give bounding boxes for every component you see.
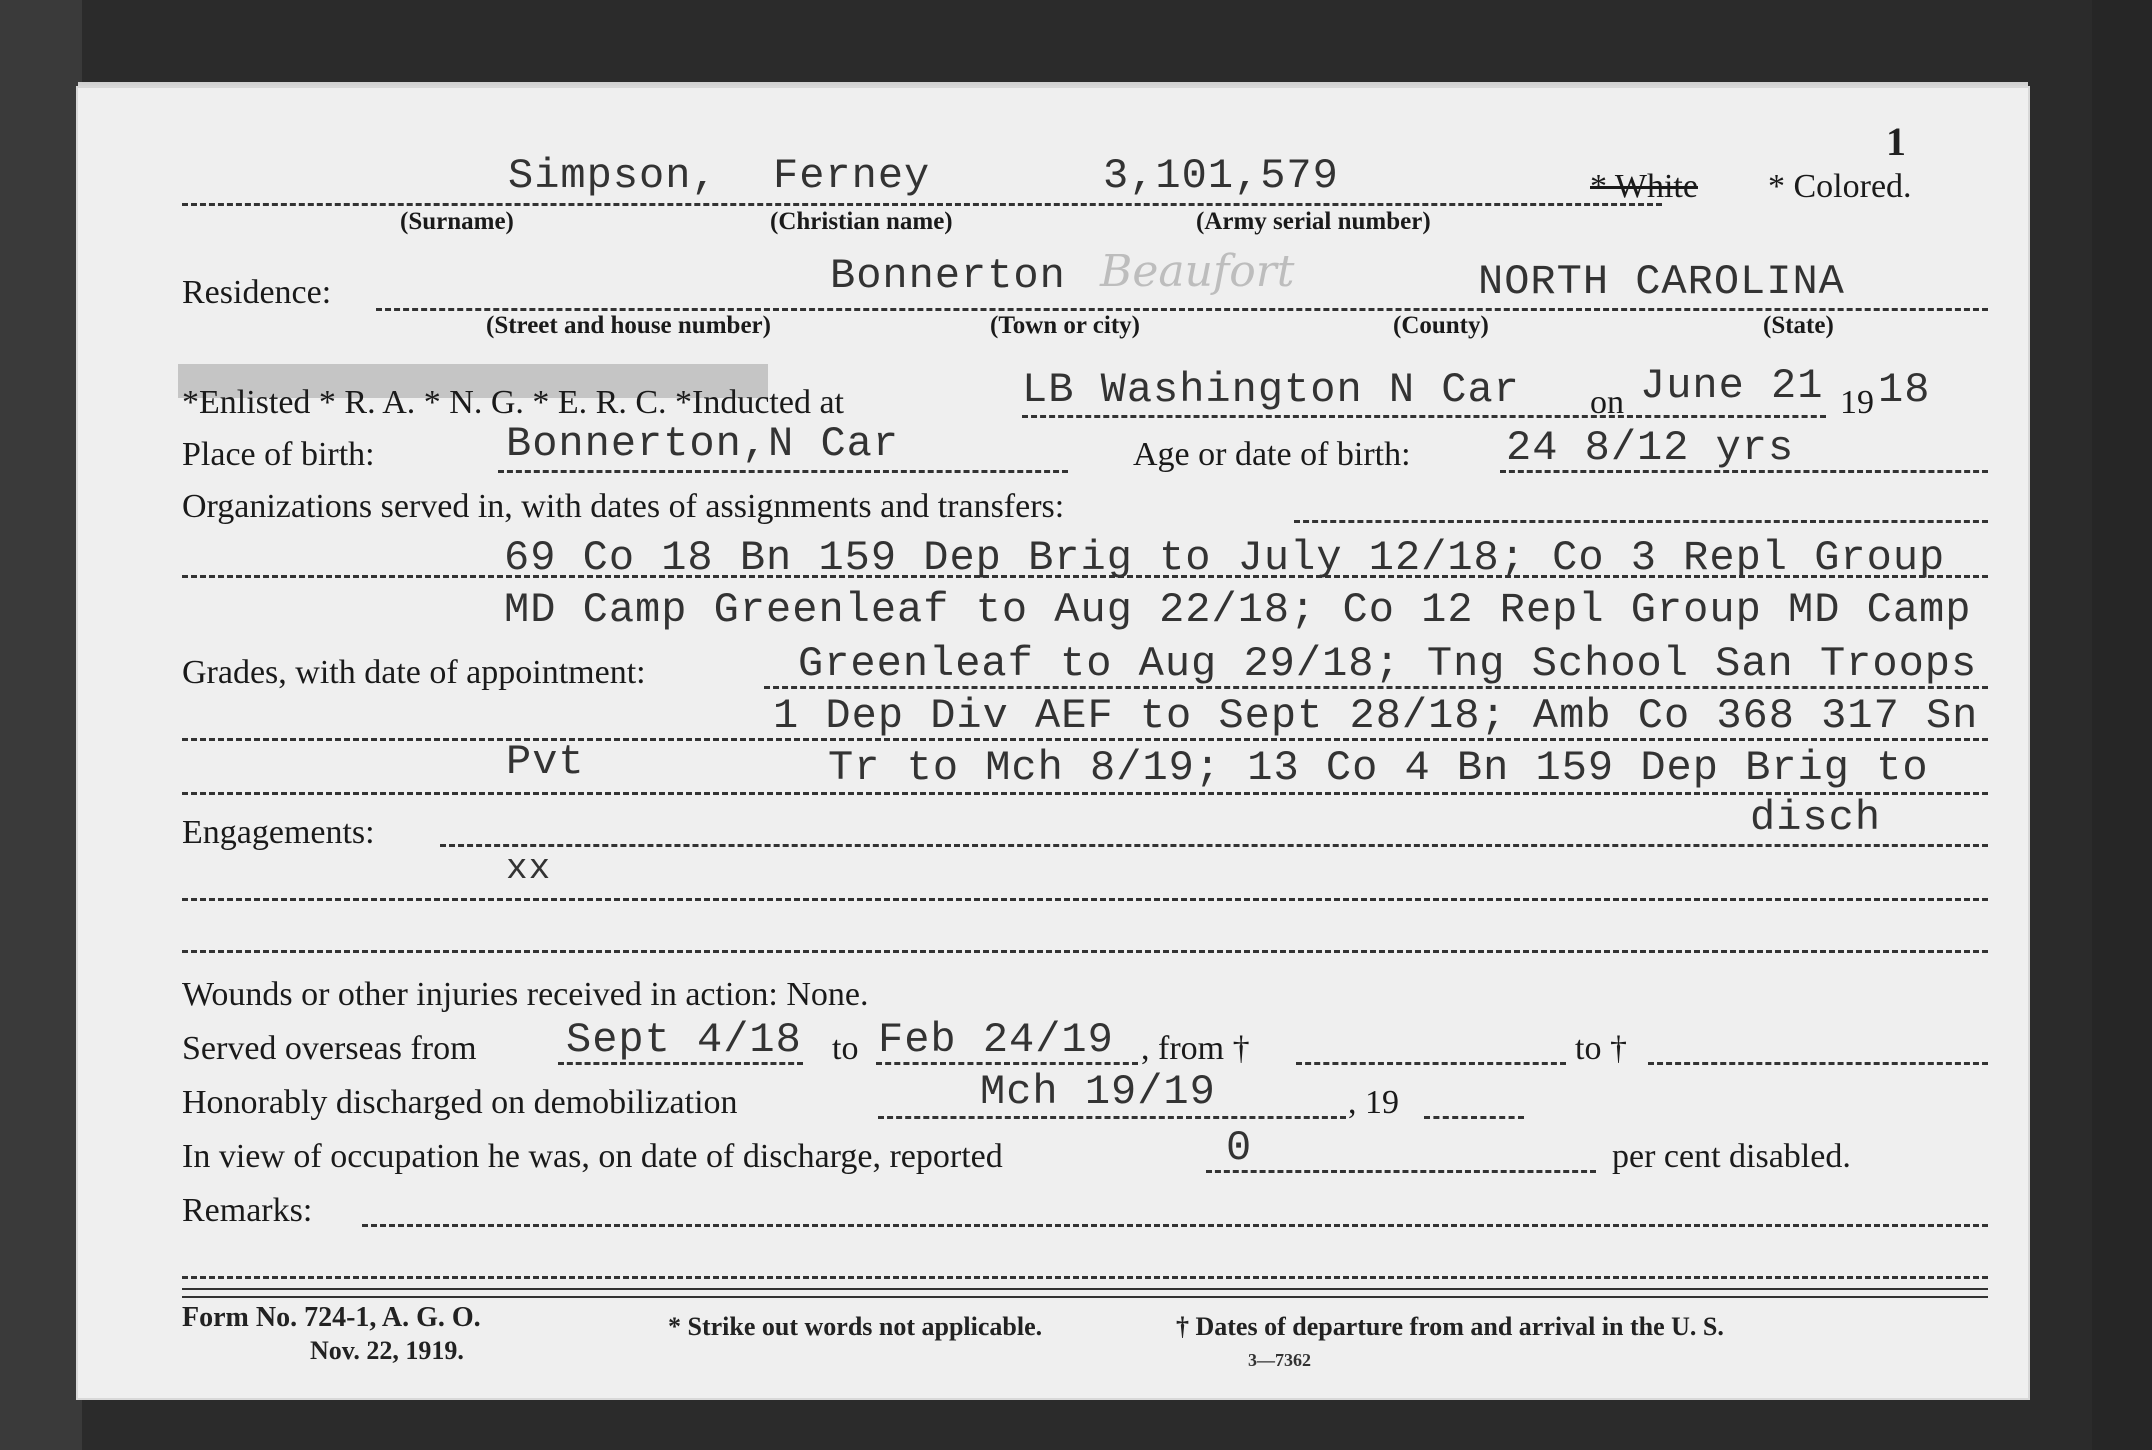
organization-line-6: disch: [1750, 794, 1882, 842]
disability-label: In view of occupation he was, on date of discharge, reported: [182, 1138, 1003, 1175]
discharge-year-rule: [1424, 1116, 1524, 1119]
birth-place-value: Bonnerton,N Car: [506, 420, 900, 468]
induction-date-rule: [1636, 415, 1826, 418]
residence-town: Bonnerton: [830, 252, 1066, 300]
overseas-to-label: to: [832, 1030, 859, 1067]
surname-label: (Surname): [400, 208, 514, 235]
form-number: Form No. 724-1, A. G. O.: [182, 1302, 481, 1333]
organization-line-4: 1 Dep Div AEF to Sept 28/18; Amb Co 368 317 Sn: [773, 692, 1979, 740]
overseas-from-date: Sept 4/18: [566, 1016, 802, 1064]
race-white-struck: * White: [1590, 168, 1698, 205]
remarks-label: Remarks:: [182, 1192, 313, 1229]
overseas-from2-rule: [1296, 1062, 1566, 1065]
scan-border-right: [2092, 0, 2152, 1450]
induction-year-suffix: 18: [1878, 366, 1931, 414]
wounds-line: Wounds or other injuries received in action: None.: [182, 976, 869, 1013]
grade-value: Pvt: [506, 738, 585, 786]
grades-label: Grades, with date of appointment:: [182, 654, 646, 691]
disability-value: 0: [1226, 1124, 1253, 1172]
discharge-rule: [878, 1116, 1346, 1119]
residence-county-handwritten: Beaufort: [1100, 246, 1295, 297]
state-label: (State): [1763, 312, 1834, 339]
induction-place-rule: [1022, 415, 1642, 418]
christian-name-label: (Christian name): [770, 208, 953, 235]
footnote-strike: * Strike out words not applicable.: [668, 1312, 1043, 1341]
serial-number-label: (Army serial number): [1196, 208, 1431, 235]
enlistment-type-label: *Enlisted * R. A. * N. G. * E. R. C. *Inducted at: [182, 384, 845, 421]
residence-state: NORTH CAROLINA: [1478, 258, 1845, 306]
induction-date: June 21: [1640, 362, 1824, 410]
engagements-rule-3: [182, 950, 1988, 953]
overseas-to-date: Feb 24/19: [878, 1016, 1114, 1064]
header-rule: [182, 203, 1662, 206]
christian-name-value: Ferney: [773, 152, 931, 200]
street-label: (Street and house number): [486, 312, 771, 339]
footer-rule-1: [182, 1288, 1988, 1290]
engagements-rule-2: [182, 898, 1988, 901]
induction-on-label: on: [1590, 384, 1624, 421]
age-value: 24 8/12 yrs: [1506, 424, 1795, 472]
engagements-label: Engagements:: [182, 814, 375, 851]
footnote-dates: † Dates of departure from and arrival in the U. S.: [1176, 1312, 1724, 1341]
overseas-to2-label: to †: [1575, 1030, 1627, 1067]
discharge-year-label: , 19: [1348, 1084, 1399, 1121]
birth-place-label: Place of birth:: [182, 436, 375, 473]
organization-line-2: MD Camp Greenleaf to Aug 22/18; Co 12 Repl Group MD Camp: [504, 586, 1972, 634]
residence-label: Residence:: [182, 274, 332, 311]
engagements-rule: [440, 844, 1988, 847]
age-label: Age or date of birth:: [1133, 436, 1411, 473]
remarks-rule: [362, 1224, 1988, 1227]
disability-suffix: per cent disabled.: [1612, 1138, 1851, 1175]
race-colored: * Colored.: [1768, 168, 1912, 205]
organization-line-3: Greenleaf to Aug 29/18; Tng School San Troops: [798, 640, 1978, 688]
engagements-value: xx: [506, 848, 552, 889]
birth-place-rule: [498, 470, 1068, 473]
overseas-to2-rule: [1648, 1062, 1988, 1065]
surname-value: Simpson,: [508, 152, 718, 200]
service-record-card: [78, 88, 2028, 1398]
footer-rule-2: [182, 1296, 1988, 1298]
remarks-rule-2: [182, 1276, 1988, 1279]
grades-rule-3: [182, 792, 1988, 795]
organizations-label: Organizations served in, with dates of assignments and transfers:: [182, 488, 1065, 525]
induction-year-prefix: 19: [1840, 384, 1874, 421]
discharge-label: Honorably discharged on demobilization: [182, 1084, 738, 1121]
form-date: Nov. 22, 1919.: [310, 1336, 464, 1365]
residence-rule: [376, 308, 1988, 311]
discharge-date: Mch 19/19: [980, 1068, 1216, 1116]
disability-rule: [1206, 1170, 1596, 1173]
county-label: (County): [1393, 312, 1489, 339]
town-label: (Town or city): [990, 312, 1140, 339]
org-rule-1: [1294, 520, 1988, 523]
overseas-label: Served overseas from: [182, 1030, 477, 1067]
print-code: 3—7362: [1248, 1350, 1311, 1370]
induction-place: LB Washington N Car: [1022, 366, 1520, 414]
organization-line-1: 69 Co 18 Bn 159 Dep Brig to July 12/18; Co 3 Repl Group: [504, 534, 1946, 582]
scan-border-left: [0, 0, 82, 1450]
overseas-from2-label: , from †: [1141, 1030, 1250, 1067]
page-number: 1: [1886, 119, 1906, 164]
organization-line-5: Tr to Mch 8/19; 13 Co 4 Bn 159 Dep Brig to: [828, 744, 1929, 792]
serial-number-value: 3,101,579: [1103, 152, 1339, 200]
